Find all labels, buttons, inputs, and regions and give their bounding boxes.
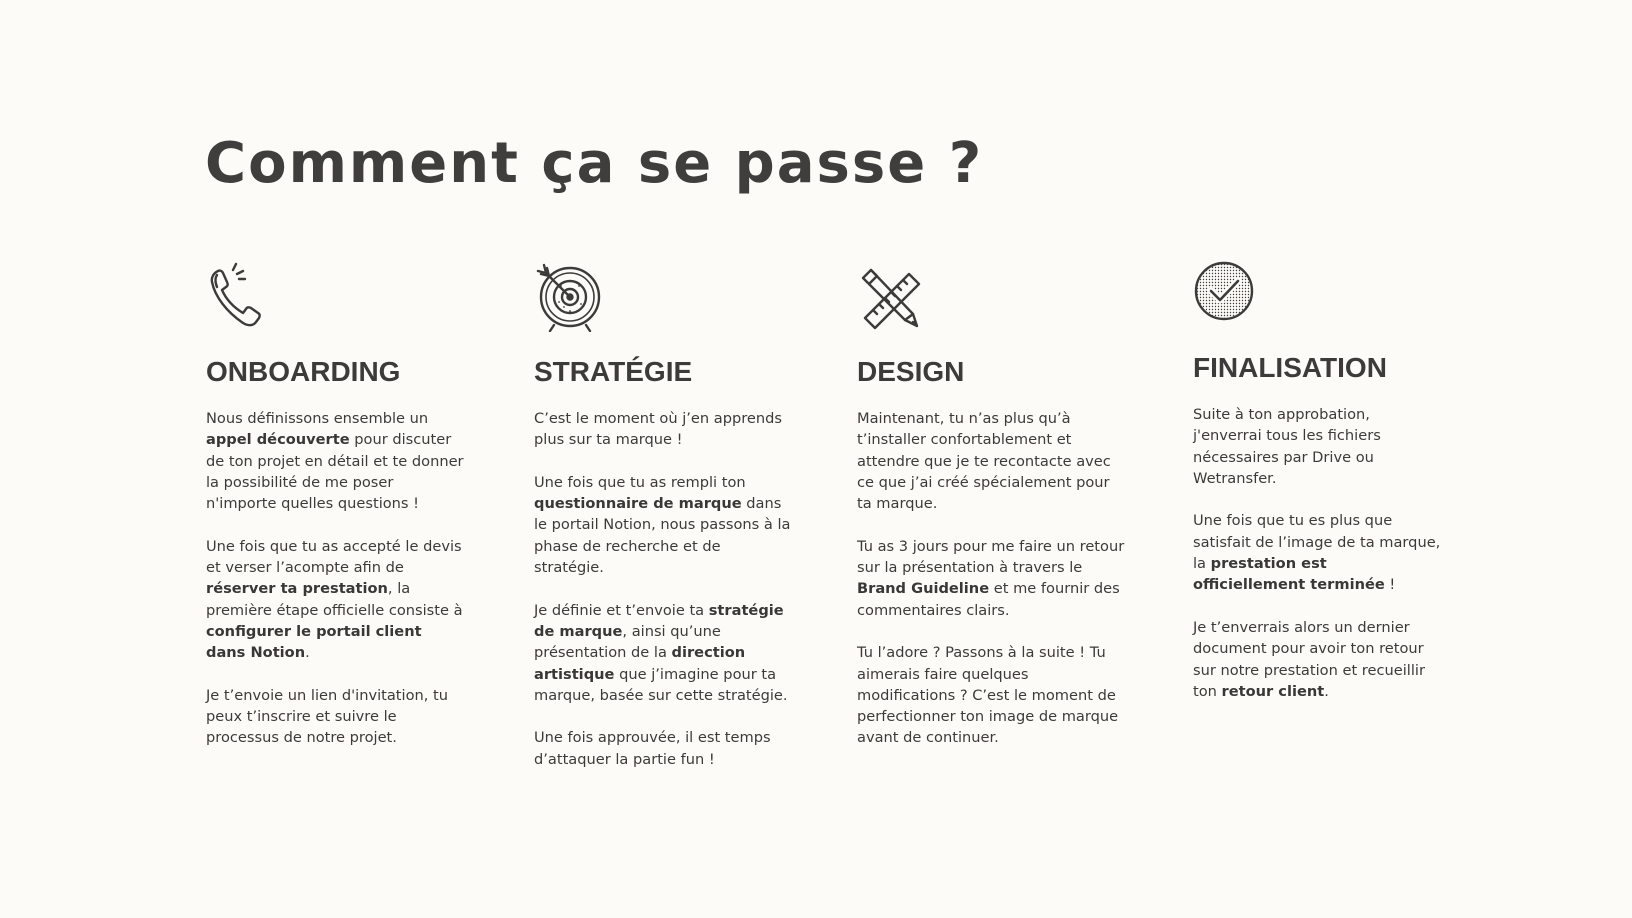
- text-run: Je t’envoie un lien d'invitation, tu peux t’inscrire et suivre le processus de notre projet.: [206, 686, 449, 747]
- text-run: .: [1324, 682, 1329, 700]
- target-icon: [534, 262, 604, 332]
- step-strategie: [534, 262, 792, 770]
- text-run: Une fois que tu as rempli ton: [534, 473, 746, 491]
- paragraph: [534, 472, 792, 578]
- pencil-ruler-icon: [857, 262, 927, 332]
- bold-text: configurer le portail client dans Notion: [206, 622, 422, 662]
- text-run: C’est le moment où j’en apprends plus sur ta marque !: [534, 410, 783, 449]
- text-run: .: [305, 644, 310, 662]
- step-heading: ONBOARDING: [206, 356, 401, 387]
- text-run: Tu l’adore ? Passons à la suite ! Tu aimerais faire quelques modifications ? C’est le moment de perfectionner ton image de marque avant de continuer.: [857, 644, 1119, 747]
- text-run: , la première étape officielle consiste à: [206, 580, 463, 619]
- paragraph: [206, 685, 464, 749]
- text-run: Une fois que tu as accepté le devis et verser l’acompte afin de: [206, 537, 462, 577]
- step-heading: DESIGN: [857, 356, 965, 387]
- step-description: [534, 408, 792, 770]
- step-design: [857, 262, 1127, 749]
- bold-text: Brand Guideline: [857, 580, 990, 598]
- bold-text: réserver ta prestation: [206, 580, 388, 598]
- step-description: [1193, 404, 1443, 702]
- paragraph: [1193, 510, 1443, 595]
- text-run: Nous définissons ensemble un: [206, 410, 429, 427]
- check-badge-icon: [1193, 260, 1263, 330]
- text-run: pour discuter de ton projet en détail et te donner la possibilité de me poser n'importe quelles questions !: [206, 431, 464, 513]
- paragraph: [1193, 404, 1443, 489]
- step-onboarding: [206, 262, 464, 749]
- paragraph: [206, 408, 464, 514]
- step-finalisation: [1193, 262, 1443, 702]
- step-description: [857, 408, 1127, 749]
- text-run: et me fournir des commentaires clairs.: [857, 580, 1120, 619]
- text-run: !: [1384, 576, 1396, 594]
- step-description: [206, 408, 464, 749]
- text-run: Une fois que tu es plus que satisfait de l’image de ta marque, la: [1193, 512, 1441, 573]
- text-run: , ainsi qu’une présentation de la: [534, 622, 721, 662]
- page-title: Comment ça se passe ?: [205, 131, 984, 196]
- paragraph: [534, 408, 792, 451]
- text-run: Je définie et t’envoie ta: [534, 601, 709, 619]
- text-run: Suite à ton approbation, j'enverrai tous les fichiers nécessaires par Drive ou Wetransfer.: [1193, 406, 1381, 487]
- text-run: Maintenant, tu n’as plus qu’à t’installer confortablement et attendre que je te recontacte avec ce que j’ai créé spécialement pour ta marque.: [857, 410, 1111, 513]
- text-run: Tu as 3 jours pour me faire un retour sur la présentation à travers le: [857, 537, 1125, 577]
- phone-icon: [206, 262, 276, 332]
- paragraph: [857, 536, 1127, 621]
- bold-text: direction artistique: [534, 644, 746, 683]
- text-run: que j’imagine pour ta marque, basée sur cette stratégie.: [534, 665, 788, 704]
- step-heading: STRATÉGIE: [534, 356, 693, 387]
- bold-text: questionnaire de marque: [534, 495, 742, 513]
- bold-text: retour client: [1221, 682, 1325, 700]
- step-heading: FINALISATION: [1193, 352, 1387, 383]
- bold-text: prestation est officiellement terminée: [1193, 555, 1385, 594]
- text-run: Une fois approuvée, il est temps d’attaquer la partie fun !: [534, 729, 771, 768]
- bold-text: appel découverte: [206, 431, 350, 449]
- bold-text: stratégie de marque: [534, 601, 784, 640]
- paragraph: [1193, 617, 1443, 702]
- text-run: Je t’enverrais alors un dernier document pour avoir ton retour sur notre prestation et recueillir ton: [1193, 618, 1425, 700]
- text-run: dans le portail Notion, nous passons à la phase de recherche et de stratégie.: [534, 495, 791, 577]
- paragraph: [857, 642, 1127, 748]
- paragraph: [206, 536, 464, 664]
- paragraph: [534, 727, 792, 770]
- paragraph: [534, 600, 792, 706]
- paragraph: [857, 408, 1127, 514]
